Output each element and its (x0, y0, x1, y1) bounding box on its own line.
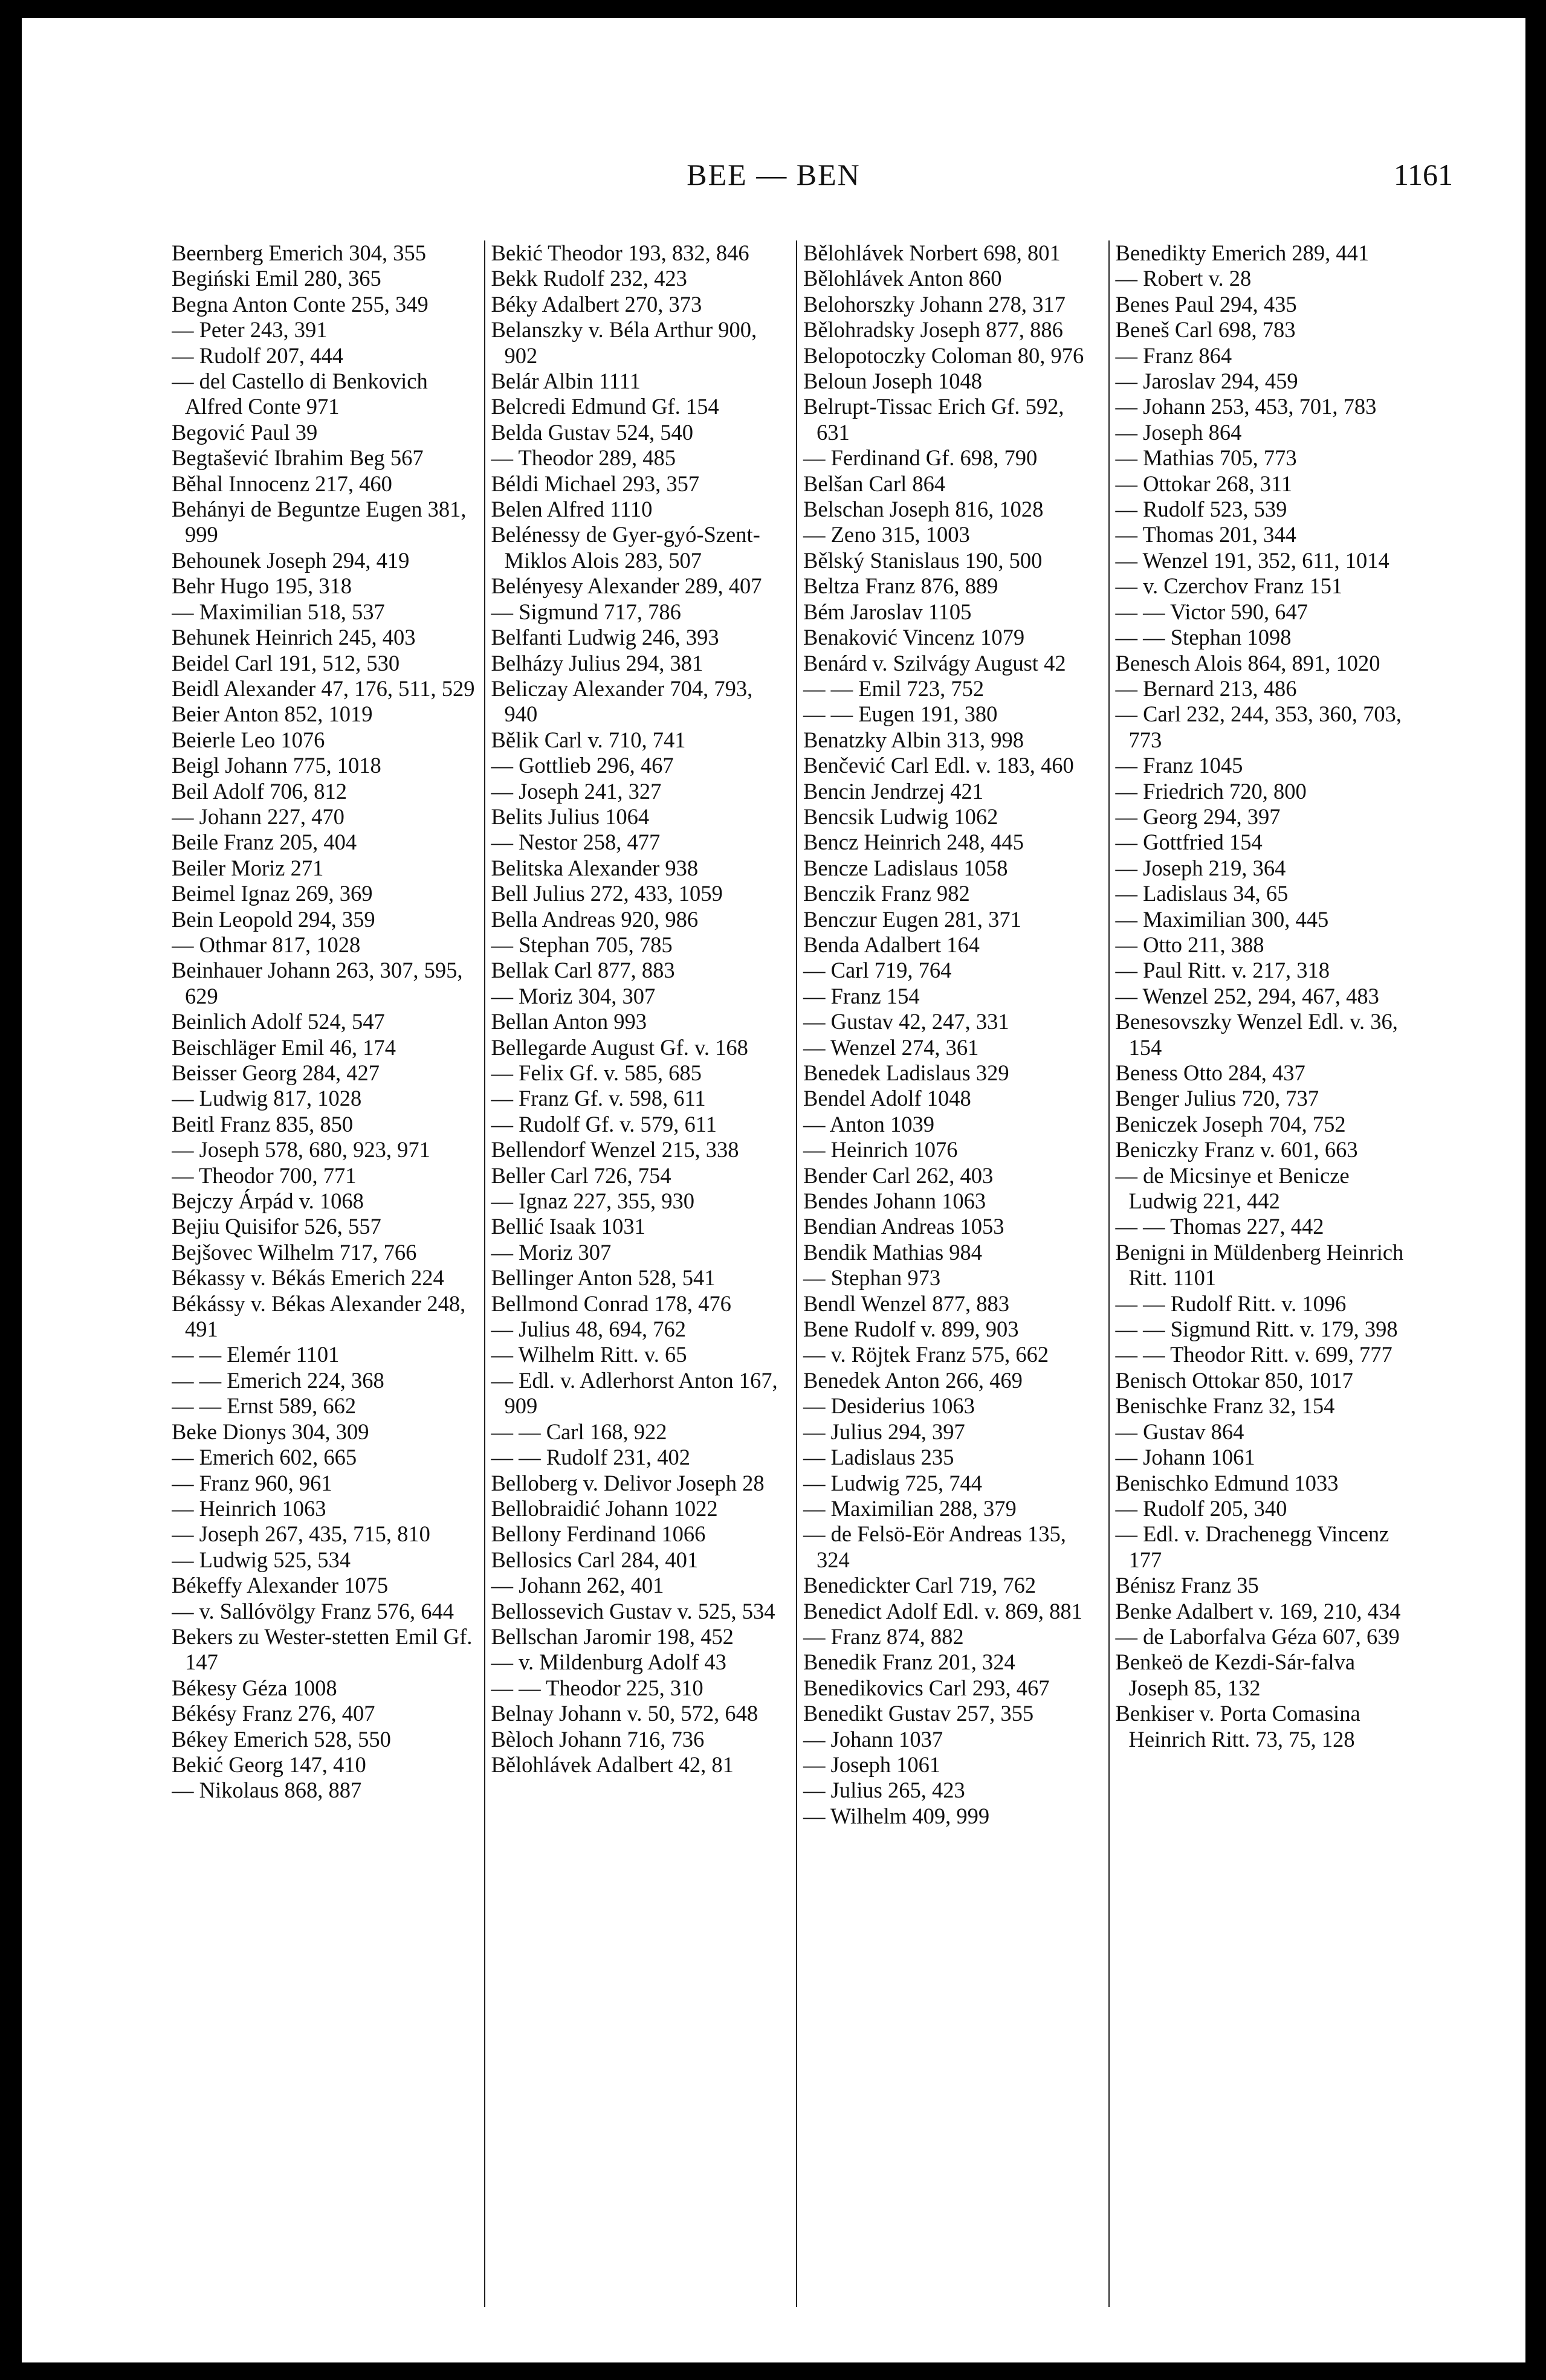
index-entry: — Johann 253, 453, 701, 783 (1115, 394, 1377, 419)
index-entry: Bender Carl 262, 403 (803, 1163, 994, 1188)
index-entry: Benaković Vincenz 1079 (803, 625, 1025, 650)
index-entry: Bejczy Árpád v. 1068 (172, 1188, 364, 1214)
index-entry: Belšan Carl 864 (803, 471, 946, 496)
index-entry: Bellmond Conrad 178, 476 (491, 1291, 731, 1316)
index-entry: — Wenzel 274, 361 (803, 1034, 979, 1060)
index-entry: — Joseph 267, 435, 715, 810 (172, 1521, 430, 1547)
index-entry: — Mathias 705, 773 (1115, 445, 1297, 471)
index-entry: Bencze Ladislaus 1058 (803, 855, 1008, 880)
index-entry: — Paul Ritt. v. 217, 318 (1115, 958, 1330, 983)
index-entry: — Franz 1045 (1115, 753, 1243, 778)
index-entry: — — Carl 168, 922 (491, 1419, 667, 1444)
index-entry: Bellendorf Wenzel 215, 338 (491, 1137, 739, 1163)
index-entry: — Theodor 289, 485 (491, 445, 676, 471)
index-entry: — — Victor 590, 647 (1115, 599, 1308, 624)
index-entry: Belen Alfred 1110 (491, 497, 653, 522)
index-entry: Benedik Franz 201, 324 (803, 1650, 1015, 1675)
index-entry: — Johann 1061 (1115, 1445, 1255, 1470)
index-entry: Benczur Eugen 281, 371 (803, 906, 1021, 932)
index-entry: — Edl. v. Adlerhorst Anton 167, 909 (491, 1367, 778, 1419)
index-entry: — Carl 719, 764 (803, 958, 952, 983)
index-entry: — Stephan 973 (803, 1265, 941, 1291)
index-entry: — Bernard 213, 486 (1115, 676, 1297, 701)
index-entry: — Othmar 817, 1028 (172, 932, 361, 957)
index-entry: Benčević Carl Edl. v. 183, 460 (803, 753, 1074, 778)
index-entry: Beniczky Franz v. 601, 663 (1115, 1137, 1358, 1163)
index-entry: — Heinrich 1076 (803, 1137, 958, 1163)
index-entry: Benárd v. Szilvágy August 42 (803, 650, 1066, 676)
index-entry: Békassy v. Békás Emerich 224 (172, 1265, 444, 1291)
index-entry: Beniczek Joseph 704, 752 (1115, 1111, 1346, 1137)
index-entry: Bendl Wenzel 877, 883 (803, 1291, 1010, 1316)
index-entry: — Edl. v. Drachenegg Vincenz 177 (1115, 1521, 1389, 1572)
index-entry: — Moriz 304, 307 (491, 983, 656, 1008)
index-entry: Beloun Joseph 1048 (803, 369, 983, 394)
index-entry: Bělský Stanislaus 190, 500 (803, 547, 1043, 573)
index-entry: Bene Rudolf v. 899, 903 (803, 1317, 1019, 1342)
index-entry: Begtašević Ibrahim Beg 567 (172, 445, 424, 471)
index-entry: — Thomas 201, 344 (1115, 522, 1296, 547)
index-entry: Beinlich Adolf 524, 547 (172, 1009, 385, 1034)
index-entry: Bencin Jendrzej 421 (803, 778, 983, 804)
index-entry: Benczik Franz 982 (803, 881, 970, 906)
index-entry: — Ferdinand Gf. 698, 790 (803, 445, 1038, 471)
index-entry: — Robert v. 28 (1115, 266, 1252, 291)
index-entry: Békésy Franz 276, 407 (172, 1701, 375, 1726)
index-entry: — — Elemér 1101 (172, 1342, 340, 1367)
index-entry: — — Rudolf 231, 402 (491, 1445, 691, 1470)
index-entry: Belár Albin 1111 (491, 369, 641, 394)
index-column-2 (484, 240, 797, 2307)
index-entry: Belits Julius 1064 (491, 804, 650, 829)
index-entry: — — Emil 723, 752 (803, 676, 985, 701)
index-entry: Belloberg v. Delivor Joseph 28 (491, 1470, 765, 1495)
index-entry: Béky Adalbert 270, 373 (491, 291, 702, 317)
index-entry: Bellony Ferdinand 1066 (491, 1521, 706, 1547)
index-entry: — v. Mildenburg Adolf 43 (491, 1650, 726, 1675)
index-entry: Bendel Adolf 1048 (803, 1086, 971, 1111)
index-entry: — Ludwig 817, 1028 (172, 1086, 362, 1111)
index-entry: Beliczay Alexander 704, 793, 940 (491, 676, 753, 727)
index-entry: — v. Sallóvölgy Franz 576, 644 (172, 1598, 454, 1624)
index-entry: — Heinrich 1063 (172, 1495, 326, 1521)
index-entry: — Maximilian 300, 445 (1115, 906, 1329, 932)
index-entry: Beitl Franz 835, 850 (172, 1111, 354, 1137)
index-entry: Belschan Joseph 816, 1028 (803, 497, 1044, 522)
index-entry: Bém Jaroslav 1105 (803, 599, 972, 624)
index-entry: — Ladislaus 235 (803, 1445, 954, 1470)
page-header (22, 157, 1525, 199)
index-entry: — Wilhelm Ritt. v. 65 (491, 1342, 687, 1367)
index-entry: Belényesy Alexander 289, 407 (491, 573, 762, 599)
index-entry: Bella Andreas 920, 986 (491, 906, 699, 932)
index-entry: Bekić Theodor 193, 832, 846 (491, 240, 749, 265)
index-entry: Bejšovec Wilhelm 717, 766 (172, 1239, 417, 1265)
index-entry: Beisser Georg 284, 427 (172, 1060, 380, 1085)
index-entry: Bellinger Anton 528, 541 (491, 1265, 716, 1291)
index-entry: Bělohradsky Joseph 877, 886 (803, 317, 1063, 343)
index-entry: — Gustav 42, 247, 331 (803, 1009, 1009, 1034)
index-entry: — Julius 294, 397 (803, 1419, 965, 1444)
index-entry: Belohorszky Johann 278, 317 (803, 291, 1066, 317)
index-entry: Beile Franz 205, 404 (172, 830, 357, 855)
index-entry: — del Castello di Benkovich Alfred Conte 971 (172, 369, 428, 419)
index-entry: Benedikt Gustav 257, 355 (803, 1701, 1034, 1726)
index-entry: — Anton 1039 (803, 1111, 934, 1137)
index-entry: Bèloch Johann 716, 736 (491, 1726, 705, 1752)
index-entry: Beier Anton 852, 1019 (172, 701, 373, 727)
index-entry: Bencz Heinrich 248, 445 (803, 830, 1024, 855)
index-entry: Belrupt-Tissac Erich Gf. 592, 631 (803, 394, 1064, 445)
index-entry: — — Theodor Ritt. v. 699, 777 (1115, 1342, 1392, 1367)
index-entry: — — Eugen 191, 380 (803, 701, 998, 727)
index-entry: Bénisz Franz 35 (1115, 1573, 1259, 1598)
index-entry: Beneš Carl 698, 783 (1115, 317, 1296, 343)
index-entry: Bellak Carl 877, 883 (491, 958, 675, 983)
index-entry: — Joseph 864 (1115, 419, 1242, 445)
index-entry: — v. Röjtek Franz 575, 662 (803, 1342, 1049, 1367)
index-entry: Bell Julius 272, 433, 1059 (491, 881, 723, 906)
index-entry: — Ignaz 227, 355, 930 (491, 1188, 695, 1214)
index-entry: Beidl Alexander 47, 176, 511, 529 (172, 676, 475, 701)
index-entry: Belénessy de Gyer-gyó-Szent-Miklos Alois 283, 507 (491, 522, 760, 573)
index-entry: — Carl 232, 244, 353, 360, 703, 773 (1115, 701, 1402, 752)
index-entry: Begiński Emil 280, 365 (172, 266, 381, 291)
index-entry: — Otto 211, 388 (1115, 932, 1264, 957)
index-entry: — Felix Gf. v. 585, 685 (491, 1060, 702, 1085)
index-entry: Benedickter Carl 719, 762 (803, 1573, 1037, 1598)
index-entry: — Joseph 578, 680, 923, 971 (172, 1137, 430, 1163)
index-entry: Benigni in Müldenberg Heinrich Ritt. 1101 (1115, 1239, 1404, 1291)
index-entry: Bein Leopold 294, 359 (172, 906, 375, 932)
index-column-1 (172, 240, 484, 2307)
index-entry: — Wilhelm 409, 999 (803, 1803, 990, 1828)
index-entry: Bellossevich Gustav v. 525, 534 (491, 1598, 775, 1624)
index-entry: Beiler Moriz 271 (172, 855, 324, 880)
index-entry: — Julius 48, 694, 762 (491, 1317, 686, 1342)
index-entry: — Gottlieb 296, 467 (491, 753, 674, 778)
index-entry: — Wenzel 252, 294, 467, 483 (1115, 983, 1379, 1008)
index-entry: Bejiu Quisifor 526, 557 (172, 1214, 381, 1239)
index-entry: Benkeö de Kezdi-Sár-falva Joseph 85, 132 (1115, 1650, 1356, 1700)
index-entry: Benedikovics Carl 293, 467 (803, 1675, 1050, 1700)
index-entry: — Franz Gf. v. 598, 611 (491, 1086, 706, 1111)
index-entry: Beischläger Emil 46, 174 (172, 1034, 396, 1060)
index-entry: Belopotoczky Coloman 80, 976 (803, 343, 1084, 368)
index-entry: — Moriz 307 (491, 1239, 612, 1265)
index-entry: — Rudolf 207, 444 (172, 343, 343, 368)
index-entry: — Maximilian 288, 379 (803, 1495, 1017, 1521)
index-entry: Bekers zu Wester-stetten Emil Gf. 147 (172, 1624, 473, 1675)
index-entry: Bekić Georg 147, 410 (172, 1752, 366, 1777)
index-entry: — Johann 262, 401 (491, 1573, 664, 1598)
index-entry: Bellosics Carl 284, 401 (491, 1547, 699, 1572)
index-entry: — de Laborfalva Géza 607, 639 (1115, 1624, 1400, 1649)
index-entry: Bellić Isaak 1031 (491, 1214, 645, 1239)
index-entry: Békey Emerich 528, 550 (172, 1726, 391, 1752)
index-entry: — Joseph 241, 327 (491, 778, 662, 804)
index-entry: — Maximilian 518, 537 (172, 599, 385, 624)
index-entry: — Stephan 705, 785 (491, 932, 673, 957)
index-entry: Benger Julius 720, 737 (1115, 1086, 1319, 1111)
index-entry: — Joseph 219, 364 (1115, 855, 1286, 880)
index-entry: Bendian Andreas 1053 (803, 1214, 1004, 1239)
index-columns (172, 240, 1420, 2307)
index-entry: — Georg 294, 397 (1115, 804, 1281, 829)
index-entry: Benesovszky Wenzel Edl. v. 36, 154 (1115, 1009, 1398, 1060)
index-entry: — Johann 1037 (803, 1726, 943, 1752)
index-entry: Benedict Adolf Edl. v. 869, 881 (803, 1598, 1082, 1624)
index-entry: — Nikolaus 868, 887 (172, 1778, 362, 1803)
index-entry: — Jaroslav 294, 459 (1115, 369, 1298, 394)
index-entry: Békesy Géza 1008 (172, 1675, 337, 1700)
index-entry: — Julius 265, 423 (803, 1778, 965, 1803)
index-entry: Begović Paul 39 (172, 419, 318, 445)
index-entry: Beness Otto 284, 437 (1115, 1060, 1305, 1085)
index-entry: — Johann 227, 470 (172, 804, 344, 829)
index-entry: — v. Czerchov Franz 151 (1115, 573, 1343, 599)
index-entry: Bendes Johann 1063 (803, 1188, 986, 1214)
index-entry: — de Micsinye et Benicze Ludwig 221, 442 (1115, 1163, 1350, 1214)
index-entry: Belda Gustav 524, 540 (491, 419, 694, 445)
index-entry: Bellschan Jaromir 198, 452 (491, 1624, 734, 1649)
index-entry: — Peter 243, 391 (172, 317, 328, 343)
index-entry: Belfanti Ludwig 246, 393 (491, 625, 719, 650)
index-entry: Benedek Anton 266, 469 (803, 1367, 1023, 1393)
index-entry: — Franz 154 (803, 983, 920, 1008)
index-entry: Beimel Ignaz 269, 369 (172, 881, 373, 906)
index-entry: Beller Carl 726, 754 (491, 1163, 671, 1188)
running-head: BEE — BEN (687, 158, 861, 192)
index-entry: — — Thomas 227, 442 (1115, 1214, 1324, 1239)
index-entry: Behr Hugo 195, 318 (172, 573, 352, 599)
index-entry: Bělik Carl v. 710, 741 (491, 727, 686, 752)
index-entry: — Franz 874, 882 (803, 1624, 964, 1649)
index-entry: Benedek Ladislaus 329 (803, 1060, 1009, 1085)
index-entry: — Emerich 602, 665 (172, 1445, 357, 1470)
index-entry: — Rudolf 205, 340 (1115, 1495, 1287, 1521)
index-entry: Behányi de Beguntze Eugen 381, 999 (172, 497, 467, 547)
index-entry: Benda Adalbert 164 (803, 932, 980, 957)
index-entry: Benatzky Albin 313, 998 (803, 727, 1024, 752)
page-number: 1161 (1393, 158, 1453, 192)
index-entry: Bělohlávek Anton 860 (803, 266, 1002, 291)
index-column-4 (1108, 240, 1421, 2307)
index-entry: Bělohlávek Adalbert 42, 81 (491, 1752, 734, 1777)
index-entry: Bellobraidić Johann 1022 (491, 1495, 718, 1521)
index-entry: Beinhauer Johann 263, 307, 595, 629 (172, 958, 463, 1008)
index-entry: Bellan Anton 993 (491, 1009, 647, 1034)
index-entry: Benes Paul 294, 435 (1115, 291, 1297, 317)
index-entry: — Ottokar 268, 311 (1115, 471, 1293, 496)
index-entry: — Gustav 864 (1115, 1419, 1244, 1444)
index-entry: — — Rudolf Ritt. v. 1096 (1115, 1291, 1347, 1316)
index-entry: — Nestor 258, 477 (491, 830, 661, 855)
index-entry: — — Emerich 224, 368 (172, 1367, 384, 1393)
index-entry: — — Theodor 225, 310 (491, 1675, 703, 1700)
index-entry: Beke Dionys 304, 309 (172, 1419, 369, 1444)
index-entry: Běhal Innocenz 217, 460 (172, 471, 392, 496)
index-entry: Beidel Carl 191, 512, 530 (172, 650, 400, 676)
index-entry: Benesch Alois 864, 891, 1020 (1115, 650, 1380, 676)
index-entry: — Rudolf Gf. v. 579, 611 (491, 1111, 717, 1137)
index-entry: — de Felsö-Eör Andreas 135, 324 (803, 1521, 1066, 1572)
index-entry: — Gottfried 154 (1115, 830, 1263, 855)
index-entry: — Franz 864 (1115, 343, 1232, 368)
index-entry: — — Ernst 589, 662 (172, 1393, 357, 1419)
index-entry: Bekk Rudolf 232, 423 (491, 266, 687, 291)
page (22, 18, 1525, 2362)
index-entry: Belcredi Edmund Gf. 154 (491, 394, 719, 419)
index-entry: — Ludwig 525, 534 (172, 1547, 351, 1572)
index-entry: — — Sigmund Ritt. v. 179, 398 (1115, 1317, 1398, 1342)
index-entry: Béldi Michael 293, 357 (491, 471, 700, 496)
index-entry: Bencsik Ludwig 1062 (803, 804, 998, 829)
index-entry: — Rudolf 523, 539 (1115, 497, 1287, 522)
index-entry: — Zeno 315, 1003 (803, 522, 970, 547)
index-entry: Benkiser v. Porta Comasina Heinrich Ritt. 73, 75, 128 (1115, 1701, 1360, 1752)
index-entry: Benisch Ottokar 850, 1017 (1115, 1367, 1353, 1393)
index-entry: — Franz 960, 961 (172, 1470, 332, 1495)
index-entry: — Theodor 700, 771 (172, 1163, 357, 1188)
index-entry: Beil Adolf 706, 812 (172, 778, 347, 804)
index-entry: Belanszky v. Béla Arthur 900, 902 (491, 317, 757, 368)
index-entry: Beierle Leo 1076 (172, 727, 325, 752)
index-entry: Benischke Franz 32, 154 (1115, 1393, 1335, 1419)
index-entry: Beernberg Emerich 304, 355 (172, 240, 426, 265)
index-entry: Behunek Heinrich 245, 403 (172, 625, 416, 650)
index-entry: — — Stephan 1098 (1115, 625, 1292, 650)
index-entry: Belházy Julius 294, 381 (491, 650, 703, 676)
index-entry: Bellegarde August Gf. v. 168 (491, 1034, 748, 1060)
index-entry: Beigl Johann 775, 1018 (172, 753, 381, 778)
index-entry: — Ludwig 725, 744 (803, 1470, 983, 1495)
index-entry: Bělohlávek Norbert 698, 801 (803, 240, 1061, 265)
index-entry: Békássy v. Békas Alexander 248, 491 (172, 1291, 466, 1342)
index-entry: — Desiderius 1063 (803, 1393, 975, 1419)
index-entry: — Ladislaus 34, 65 (1115, 881, 1289, 906)
index-entry: Belitska Alexander 938 (491, 855, 699, 880)
index-entry: Begna Anton Conte 255, 349 (172, 291, 429, 317)
index-entry: Benischko Edmund 1033 (1115, 1470, 1339, 1495)
index-entry: Békeffy Alexander 1075 (172, 1573, 389, 1598)
index-entry: Belnay Johann v. 50, 572, 648 (491, 1701, 758, 1726)
index-entry: Benedikty Emerich 289, 441 (1115, 240, 1370, 265)
index-entry: — Sigmund 717, 786 (491, 599, 681, 624)
index-entry: Behounek Joseph 294, 419 (172, 547, 410, 573)
index-entry: — Wenzel 191, 352, 611, 1014 (1115, 547, 1389, 573)
index-entry: — Friedrich 720, 800 (1115, 778, 1307, 804)
index-entry: Beltza Franz 876, 889 (803, 573, 998, 599)
index-column-3 (796, 240, 1108, 2307)
index-entry: — Joseph 1061 (803, 1752, 941, 1777)
index-entry: Benke Adalbert v. 169, 210, 434 (1115, 1598, 1401, 1624)
index-entry: Bendik Mathias 984 (803, 1239, 983, 1265)
